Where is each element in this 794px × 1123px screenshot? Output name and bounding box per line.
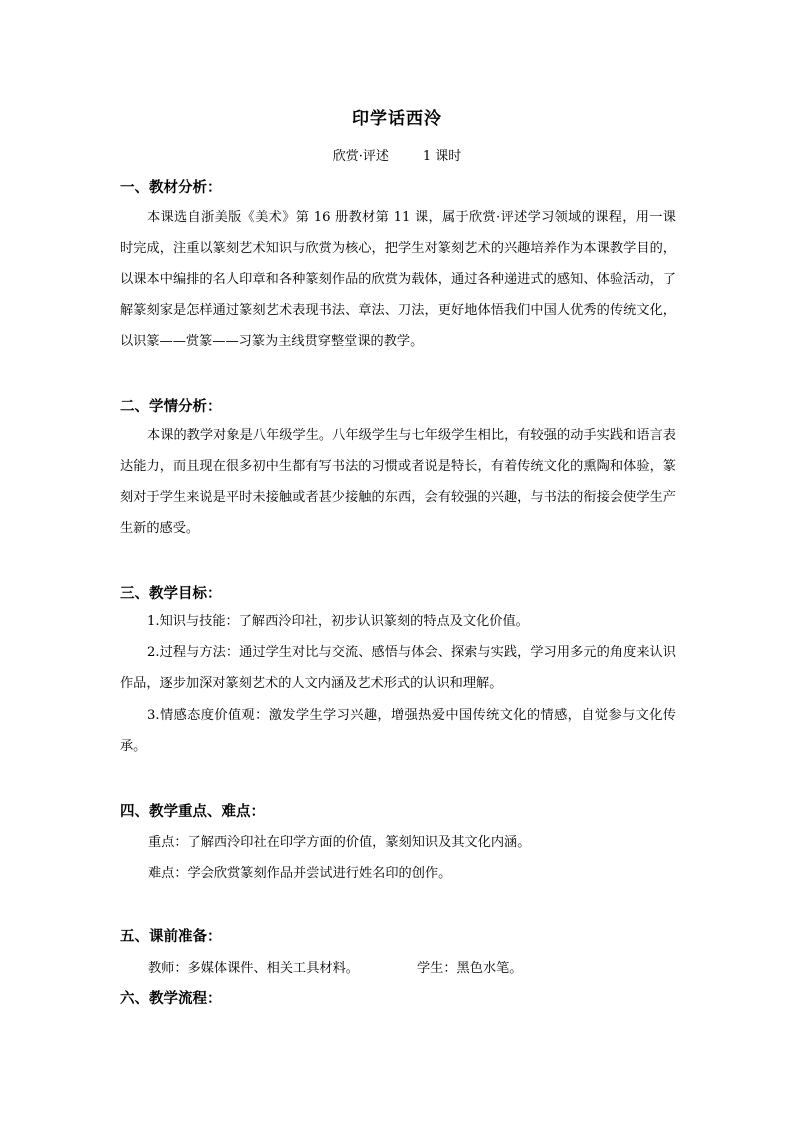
section-heading-key-difficult-points: 四、教学重点、难点： (120, 803, 265, 820)
section-heading-preparation: 五、课前准备： (120, 928, 222, 945)
lesson-type: 欣赏·评述 (332, 149, 389, 164)
difficult-point-line: 难点：学会欣赏篆刻作品并尝试进行姓名印的创作。 (148, 866, 452, 881)
student-preparation: 学生：黑色水笔。 (417, 961, 523, 976)
student-analysis-paragraph: 本课的教学对象是八年级学生。八年级学生与七年级学生相比，有较强的动手实践和语言表达能力，而且现在很多初中生都有写书法的习惯或者说是特长，有着传统文化的熏陶和体验，篆刻对于学生来说是平时未接触或者甚少接触的东西，会有较强的兴趣，与书法的衔接会使学生产生新的感受。 (120, 428, 676, 536)
document-subtitle (0, 145, 794, 164)
preparation-line (148, 957, 523, 976)
key-point-line: 重点：了解西泠印社在印学方面的价值，篆刻知识及其文化内涵。 (148, 835, 531, 850)
section-heading-teaching-goals: 三、教学目标： (120, 585, 222, 602)
section-heading-teaching-process: 六、教学流程： (120, 990, 222, 1007)
goal-process-methods: 2.过程与方法：通过学生对比与交流、感悟与体会、探索与实践，学习用多元的角度来认识作品，逐步加深对篆刻艺术的人文内涵及艺术形式的认识和理解。 (120, 645, 676, 691)
section-heading-textbook-analysis: 一、教材分析： (120, 179, 222, 196)
lesson-hours: 1 课时 (422, 149, 462, 164)
teacher-preparation: 教师：多媒体课件、相关工具材料。 (148, 961, 359, 976)
section-heading-student-analysis: 二、学情分析： (120, 398, 222, 415)
goal-emotion-values: 3.情感态度价值观：激发学生学习兴趣，增强热爱中国传统文化的情感，自觉参与文化传承。 (120, 708, 676, 754)
document-title: 印学话西泠 (352, 109, 442, 129)
goal-knowledge-skills: 1.知识与技能：了解西泠印社，初步认识篆刻的特点及文化价值。 (147, 614, 529, 629)
textbook-analysis-paragraph: 本课选自浙美版《美术》第 16 册教材第 11 课，属于欣赏·评述学习领域的课程，用一课时完成，注重以篆刻艺术知识与欣赏为核心，把学生对篆刻艺术的兴趣培养作为本课教学目的，以课本中编排的名人印章和各种篆刻作品的欣赏为载体，通过各种递进式的感知、体验活动，了解篆刻家是怎样通过篆刻艺术表现书法、章法、刀法，更好地体悟我们中国人优秀的传统文化，以识篆——赏篆——习篆为主线贯穿整堂课的教学。 (120, 210, 676, 349)
